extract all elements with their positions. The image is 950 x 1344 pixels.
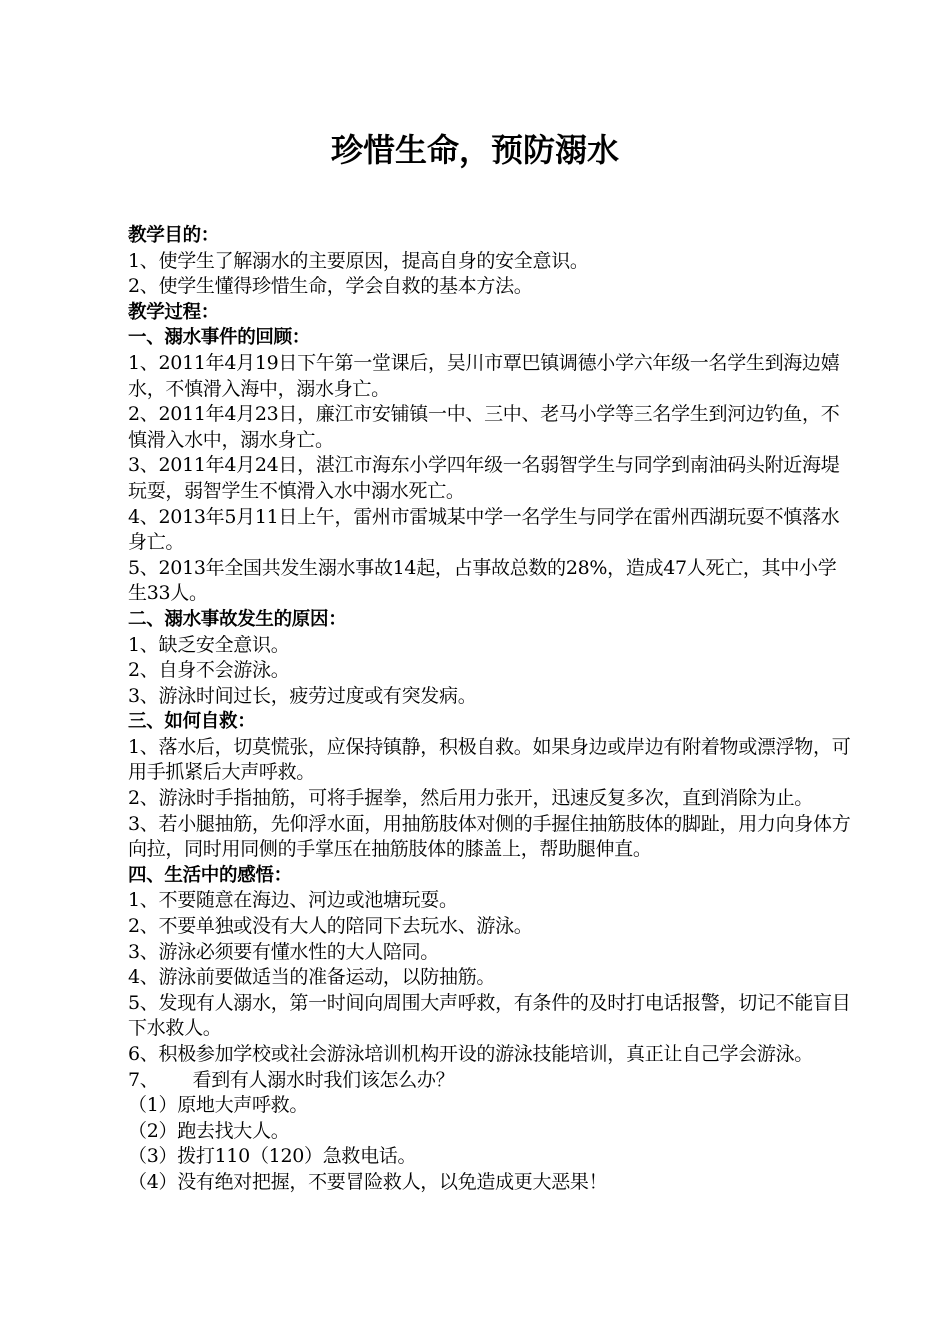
- section-heading-reflections: 四、生活中的感悟：: [128, 864, 292, 886]
- reflections-item: 5、发现有人溺水，第一时间向周围大声呼救，有条件的及时打电话报警，切记不能盲目下水救人。: [128, 991, 851, 1040]
- selfrescue-item: 1、落水后，切莫慌张，应保持镇静，积极自救。如果身边或岸边有附着物或漂浮物，可用手抓紧后大声呼救。: [128, 735, 851, 784]
- reflections-item: 3、游泳必须要有懂水性的大人陪同。: [128, 940, 439, 963]
- process-heading: 教学过程：: [128, 301, 220, 323]
- review-item: 1、2011年4月19日下午第一堂课后，吴川市覃巴镇调德小学六年级一名学生到海边嬉水，不慎滑入海中，溺水身亡。: [128, 351, 840, 400]
- causes-item: 1、缺乏安全意识。: [128, 633, 290, 656]
- review-item: 4、2013年5月11日上午，雷州市雷城某中学一名学生与同学在雷州西湖玩耍不慎落水身亡。: [128, 505, 840, 554]
- goals-heading: 教学目的：: [128, 225, 220, 246]
- question-7-text: 看到有人溺水时我们该怎么办？: [192, 1068, 455, 1091]
- review-item: 3、2011年4月24日，湛江市海东小学四年级一名弱智学生与同学到南油码头附近海堤玩耍，弱智学生不慎滑入水中溺水死亡。: [128, 454, 840, 502]
- section-heading-review: 一、溺水事件的回顾：: [128, 327, 311, 349]
- section-heading-selfrescue: 三、如何自救：: [128, 711, 256, 733]
- question-7: [128, 1068, 852, 1094]
- causes-item: 3、游泳时间过长，疲劳过度或有突发病。: [128, 684, 477, 707]
- section-heading-causes: 二、溺水事故发生的原因：: [128, 608, 347, 630]
- answer-item: （4）没有绝对把握，不要冒险救人，以免造成更大恶果！: [128, 1170, 608, 1193]
- goal-item: 2、使学生懂得珍惜生命，学会自救的基本方法。: [128, 275, 533, 298]
- reflections-item: 6、积极参加学校或社会游泳培训机构开设的游泳技能培训，真正让自己学会游泳。: [128, 1043, 813, 1065]
- review-item: 2、2011年4月23日，廉江市安铺镇一中、三中、老马小学等三名学生到河边钓鱼，不慎滑入水中，溺水身亡。: [128, 403, 840, 451]
- goal-item: 1、使学生了解溺水的主要原因，提高自身的安全意识。: [128, 249, 589, 272]
- reflections-item: 4、游泳前要做适当的准备运动，以防抽筋。: [128, 966, 496, 989]
- document-body: [128, 223, 852, 1196]
- reflections-item: 2、不要单独或没有大人的陪同下去玩水、游泳。: [128, 915, 533, 938]
- review-item: 5、2013年全国共发生溺水事故14起，占事故总数的28%，造成47人死亡，其中小学生33人。: [128, 556, 837, 605]
- selfrescue-item: 3、若小腿抽筋，先仰浮水面，用抽筋肢体对侧的手握住抽筋肢体的脚趾，用力向身体方向拉，同时用同侧的手掌压在抽筋肢体的膝盖上，帮助腿伸直。: [128, 812, 851, 861]
- causes-item: 2、自身不会游泳。: [128, 659, 290, 682]
- answer-item: （3）拨打110（120）急救电话。: [128, 1145, 417, 1168]
- answer-item: （1）原地大声呼救。: [128, 1094, 309, 1117]
- question-7-number: 7、: [128, 1068, 159, 1091]
- selfrescue-item: 2、游泳时手指抽筋，可将手握拳，然后用力张开，迅速反复多次，直到消除为止。: [128, 787, 813, 810]
- answer-item: （2）跑去找大人。: [128, 1119, 290, 1142]
- document-title: 珍惜生命，预防溺水: [330, 131, 619, 169]
- reflections-item: 1、不要随意在海边、河边或池塘玩耍。: [128, 889, 458, 912]
